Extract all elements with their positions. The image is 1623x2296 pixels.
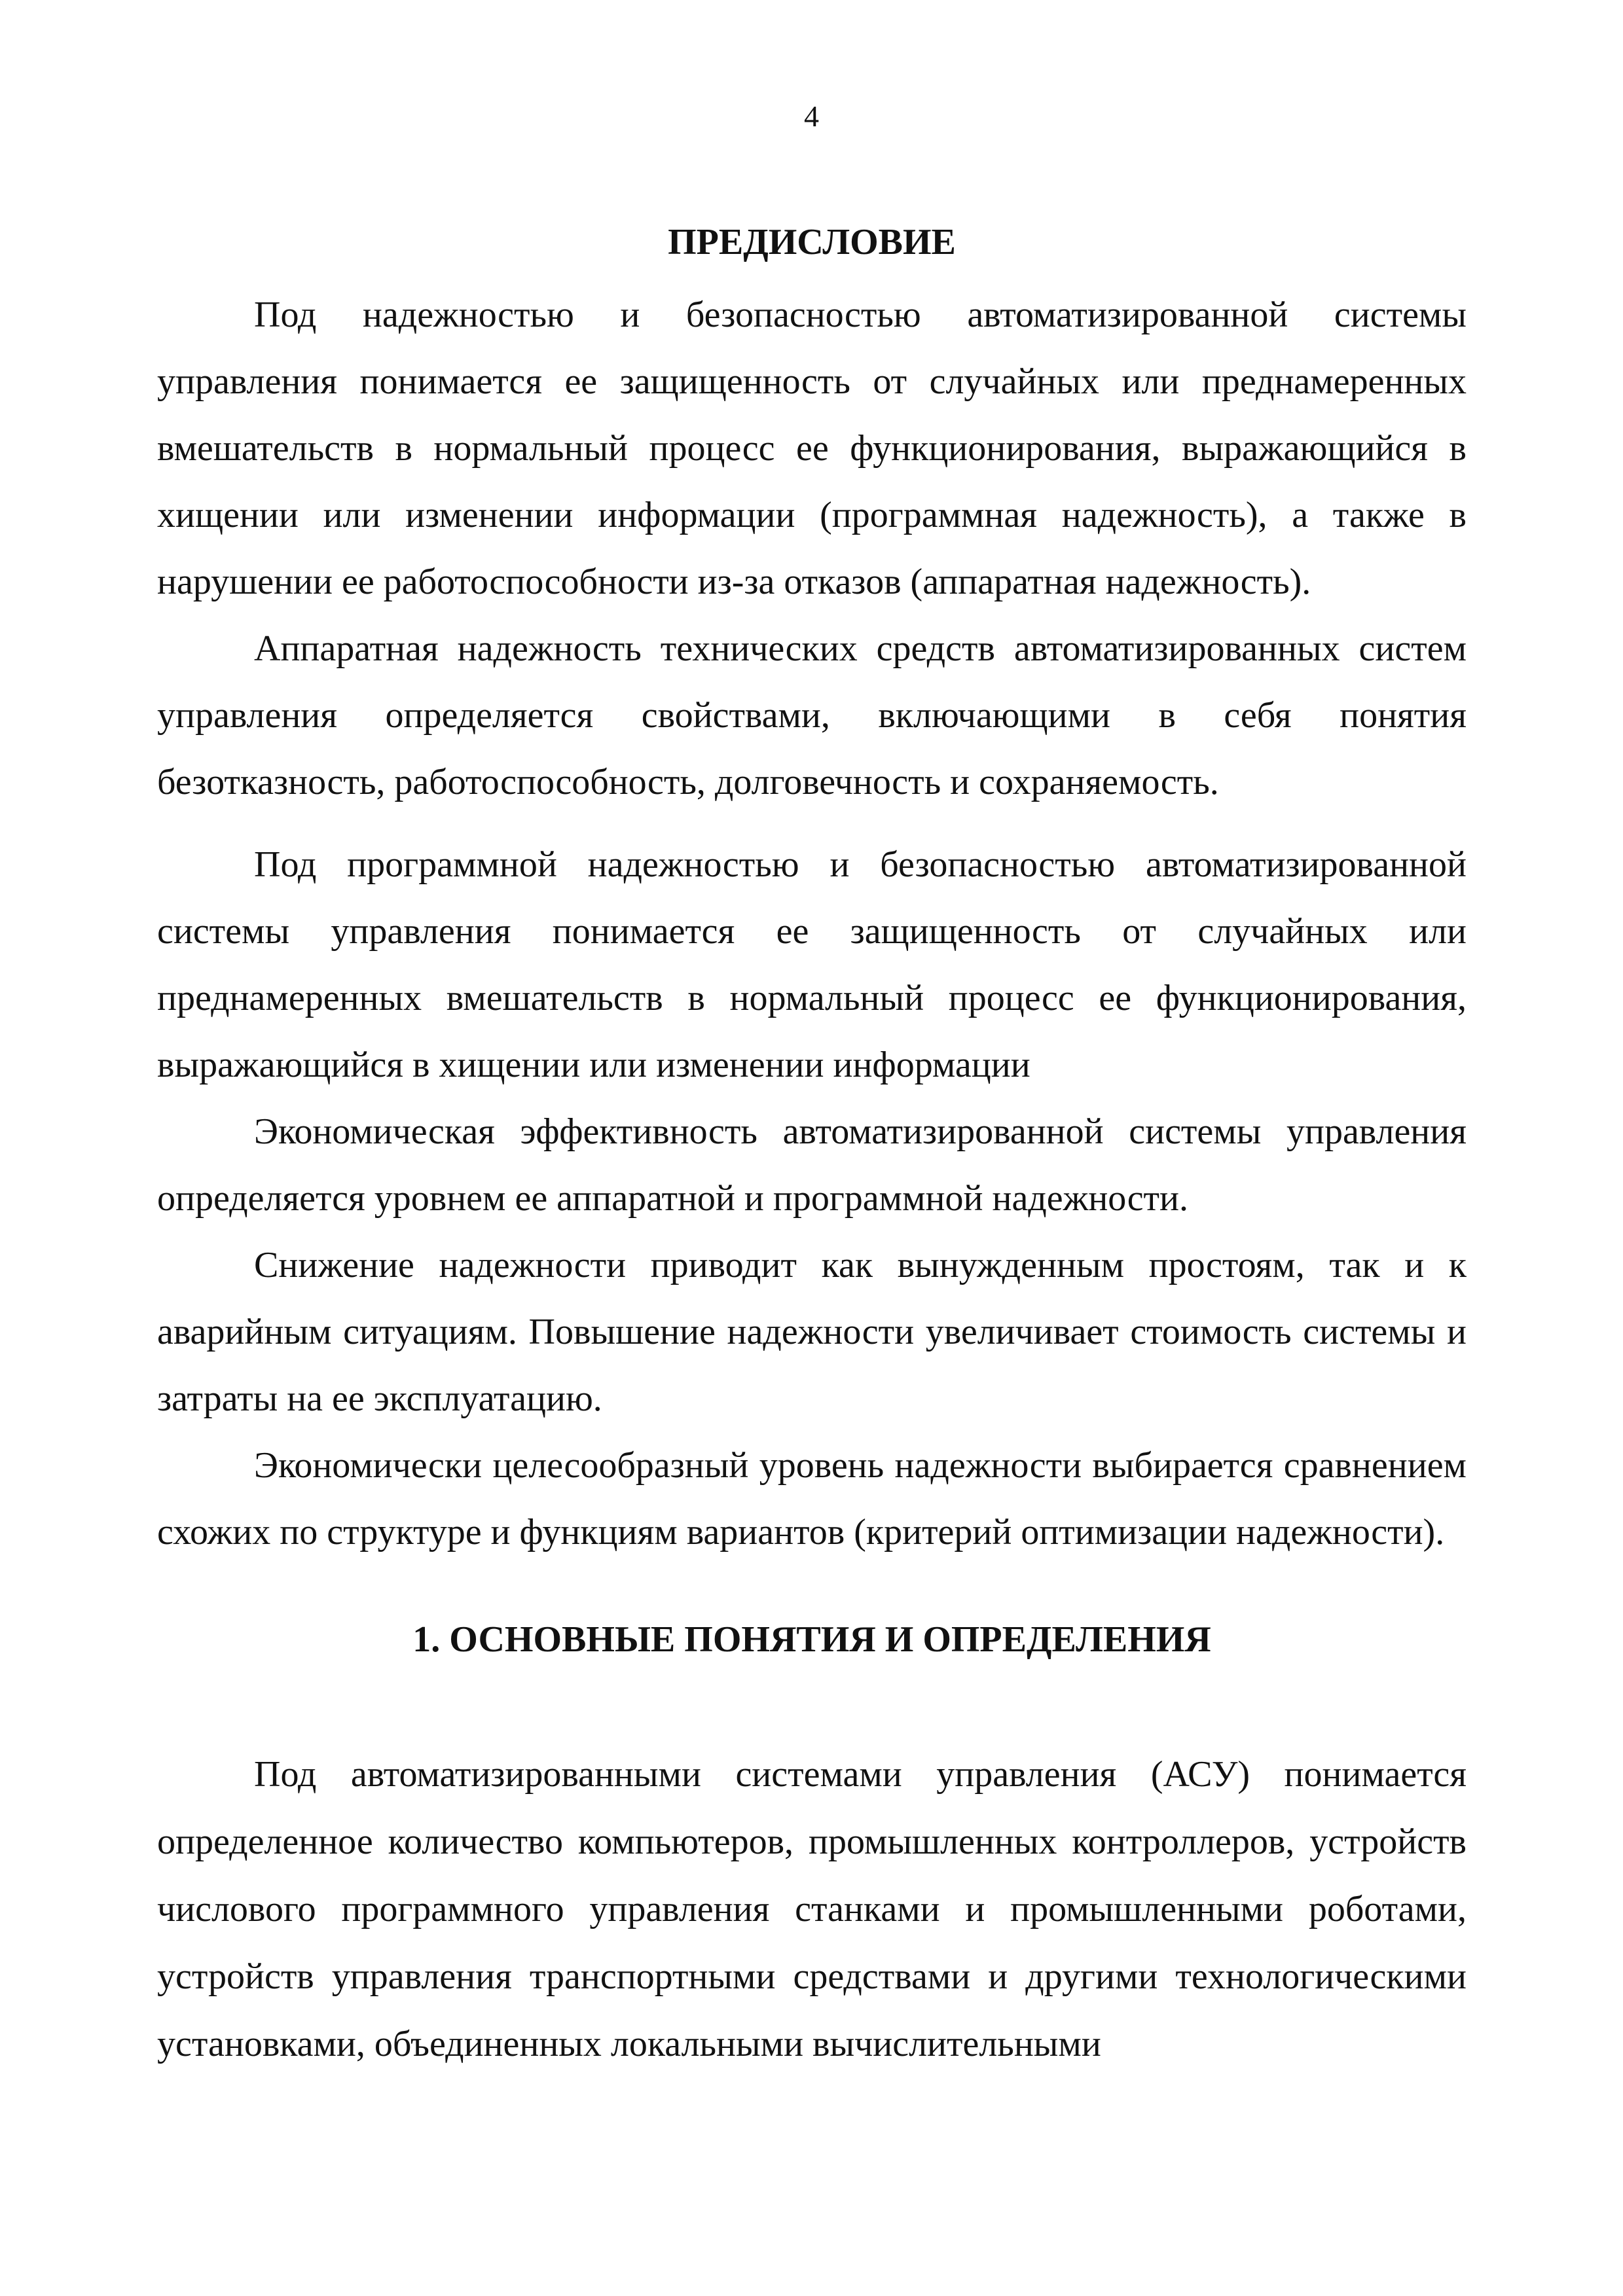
preface-paragraph-6: Экономически целесообразный уровень надежности выбирается сравнением схожих по структуре и функциям вариантов (критерий оптимизации надежности). xyxy=(157,1445,1467,1552)
preface-paragraph-2: Аппаратная надежность технических средств автоматизированных систем управления определяется свойствами, включающими в себя понятия безотказность, работоспособность, долговечность и сохраняемость. xyxy=(157,628,1467,802)
page-number: 4 xyxy=(804,99,819,133)
section-paragraph-1: Под автоматизированными системами управления (АСУ) понимается определенное количество компьютеров, промышленных контроллеров, устройств числового программного управления станками и промышленными роботами, устройств управления транспортными средствами и другими технологическими установками, объединенных локальными вычислительными xyxy=(157,1754,1467,2064)
preface-paragraph-1: Под надежностью и безопасностью автоматизированной системы управления понимается ее защищенность от случайных или преднамеренных вмешательств в нормальный процесс ее функционирования, выражающийся в хищении или изменении информации (программная надежность), а также в нарушении ее работоспособности из-за отказов (аппаратная надежность). xyxy=(157,295,1467,602)
preface-heading: ПРЕДИСЛОВИЕ xyxy=(668,222,956,262)
section-body xyxy=(157,1741,1467,2078)
preface-body xyxy=(157,281,1467,1566)
preface-paragraph-5: Снижение надежности приводит как вынужденным простоям, так и к аварийным ситуациям. Повышение надежности увеличивает стоимость системы и затраты на ее эксплуатацию. xyxy=(157,1245,1467,1419)
preface-paragraph-4: Экономическая эффективность автоматизированной системы управления определяется уровнем ее аппаратной и программной надежности. xyxy=(157,1111,1467,1219)
preface-paragraph-3: Под программной надежностью и безопасностью автоматизированной системы управления понимается ее защищенность от случайных или преднамеренных вмешательств в нормальный процесс ее функционирования, выражающийся в хищении или изменении информации xyxy=(157,844,1467,1085)
section-heading: 1. ОСНОВНЫЕ ПОНЯТИЯ И ОПРЕДЕЛЕНИЯ xyxy=(412,1619,1211,1660)
